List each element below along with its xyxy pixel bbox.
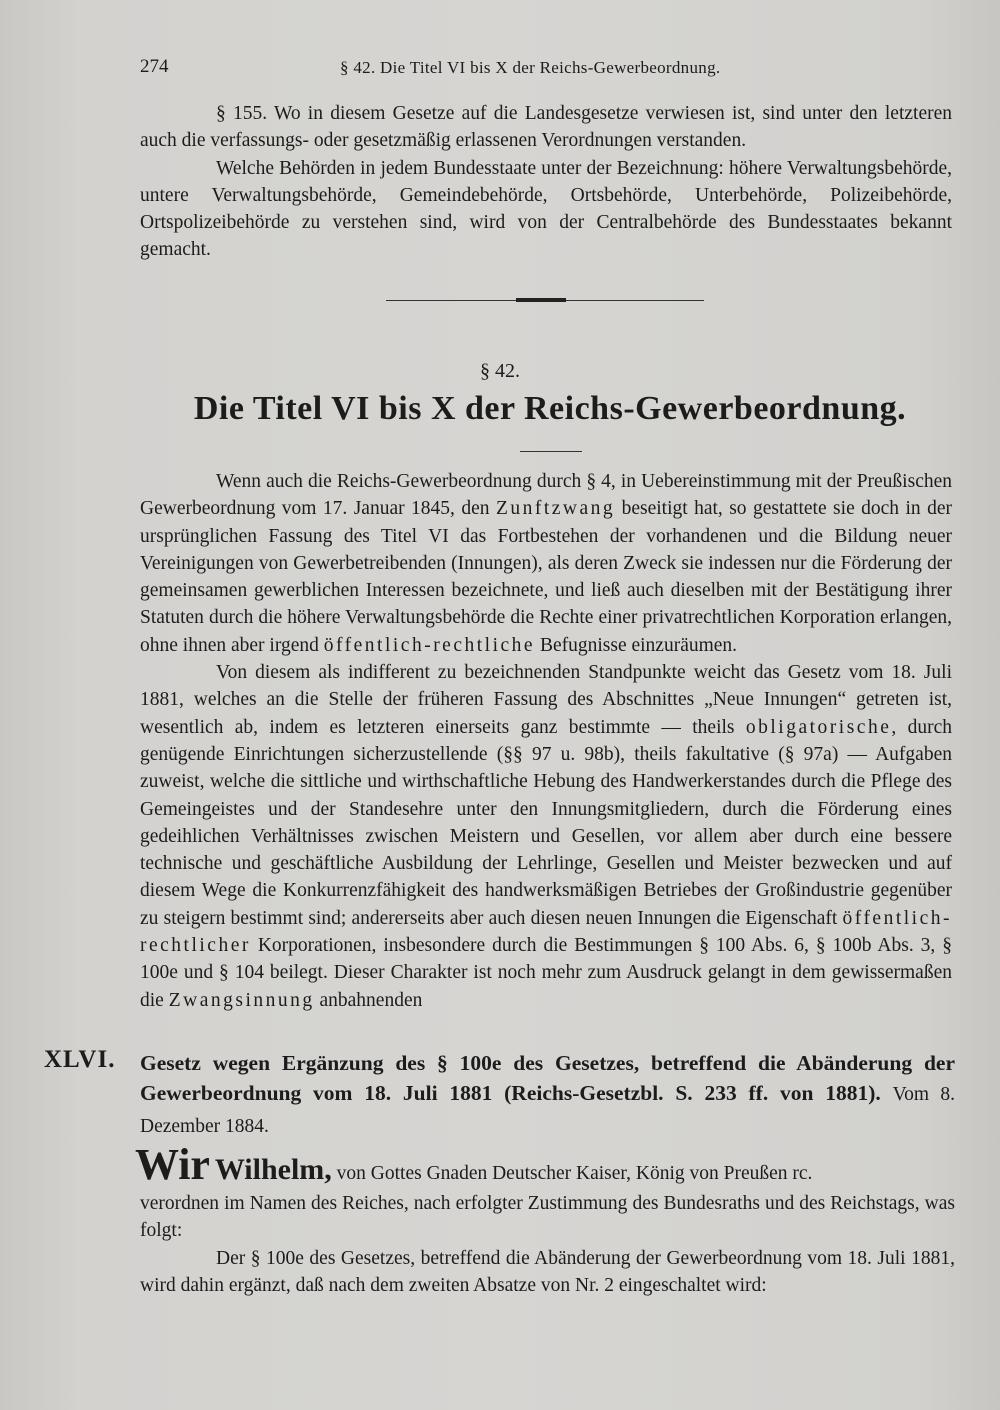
- paragraph-155: § 155. Wo in diesem Gesetze auf die Landesgesetze verwiesen ist, sind unter den letzteren auch die verfassungs- oder gesetzmäßig erlassenen Verordnungen verstanden.: [140, 103, 952, 152]
- decree-opening: [135, 1140, 955, 1190]
- ornamental-divider: [386, 298, 704, 304]
- law-number: XLVI.: [44, 1046, 116, 1073]
- body-paragraph-1: Wenn auch die Reichs-Gewerbeordnung durch § 4, in Uebereinstimmung mit der Preußischen Gewerbeordnung vom 17. Januar 1845, den Zunftzwang beseitigt hat, so gestattete sie doch in der ursprünglichen Fassung des Titel VI das Fortbestehen der vorhandenen und die Bildung neuer Vereinigungen von Gewerbetreibenden (Innungen), als deren Zweck sie indessen nur die Förderung der gemeinsamen gewerblichen Interessen bezeichnete, und ließ auch dieselben mit der Bestätigung ihrer Statuten durch die höhere Verwaltungsbehörde die Rechte einer privatrechtlichen Korporation erlangen, ohne ihnen aber irgend öffentlich-rechtliche Befugnisse einzuräumen.: [140, 471, 952, 656]
- section-title: Die Titel VI bis X der Reichs-Gewerbeordnung.: [193, 390, 907, 427]
- decree-wilhelm: Wilhelm,: [214, 1153, 332, 1186]
- law-title-text: Gesetz wegen Ergänzung des § 100e des Gesetzes, betreffend die Abänderung der Gewerbeordnung vom 18. Juli 1881 (Reichs-Gesetzbl. S. 233 ff. von 1881).: [140, 1051, 955, 1105]
- law-title: [140, 1048, 955, 1142]
- section-body: [140, 468, 952, 1014]
- body-paragraph-2: Von diesem als indifferent zu bezeichnenden Standpunkte weicht das Gesetz vom 18. Juli 1881, welches an die Stelle der früheren Fassung des Abschnittes „Neue Innungen“ getreten ist, wesentlich ab, indem es letzteren einerseits ganz bestimmte — theils obligatorische, durch genügende Einrichtungen sicherzustellende (§§ 97 u. 98b), theils fakultative (§ 97a) — Aufgaben zuweist, welche die sittliche und wirthschaftliche Hebung des Handwerkerstandes durch die Pflege des Gemeingeistes und der Standesehre unter den Innungsmitgliedern, durch die Förderung eines gedeihlichen Verhältnisses zwischen Meistern und Gesellen, vor allem aber durch eine bessere technische und geschäftliche Ausbildung der Lehrlinge, Gesellen und Meister bezwecken und auf diesem Wege die Konkurrenzfähigkeit des handwerksmäßigen Betriebes der Großindustrie gegenüber zu steigern bestimmt sind; andererseits aber auch diesen neuen Innungen die Eigenschaft öffentlich-rechtlicher Korporationen, insbesondere durch die Bestimmungen § 100 Abs. 6, § 100b Abs. 3, § 100e und § 104 beilegt. Dieser Charakter ist noch mehr zum Ausdruck gelangt in dem gewissermaßen die Zwangsinnung anbahnenden: [140, 662, 952, 1011]
- law-date: Vom 8. Dezember 1884.: [140, 1084, 955, 1137]
- page-number: 274: [140, 56, 169, 77]
- decree-wir: Wir: [135, 1140, 210, 1189]
- decree: [135, 1140, 955, 1299]
- title-underline: [520, 451, 582, 452]
- decree-title: von Gottes Gnaden Deutscher Kaiser, König von Preußen rc.: [336, 1163, 813, 1184]
- paragraph-authorities: Welche Behörden in jedem Bundesstaate unter der Bezeichnung: höhere Verwaltungsbehörde, untere Verwaltungsbehörde, Gemeindebehörde, Ortsbehörde, Unterbehörde, Polizeibehörde, Ortspolizeibehörde zu verstehen sind, wird von der Centralbehörde des Bundesstaates bekannt gemacht.: [140, 157, 952, 261]
- decree-paragraph: Der § 100e des Gesetzes, betreffend die Abänderung der Gewerbeordnung vom 18. Juli 1881, wird dahin ergänzt, daß nach dem zweiten Absatze von Nr. 2 eingeschaltet wird:: [140, 1247, 955, 1296]
- top-paragraphs: [140, 100, 952, 264]
- running-head: § 42. Die Titel VI bis X der Reichs-Gewerbeordnung.: [340, 58, 721, 77]
- page-header: [140, 56, 955, 82]
- section-number: § 42.: [480, 360, 520, 382]
- decree-ordinance: verordnen im Namen des Reiches, nach erfolgter Zustimmung des Bundesraths und des Reichstags, was folgt:: [140, 1193, 955, 1242]
